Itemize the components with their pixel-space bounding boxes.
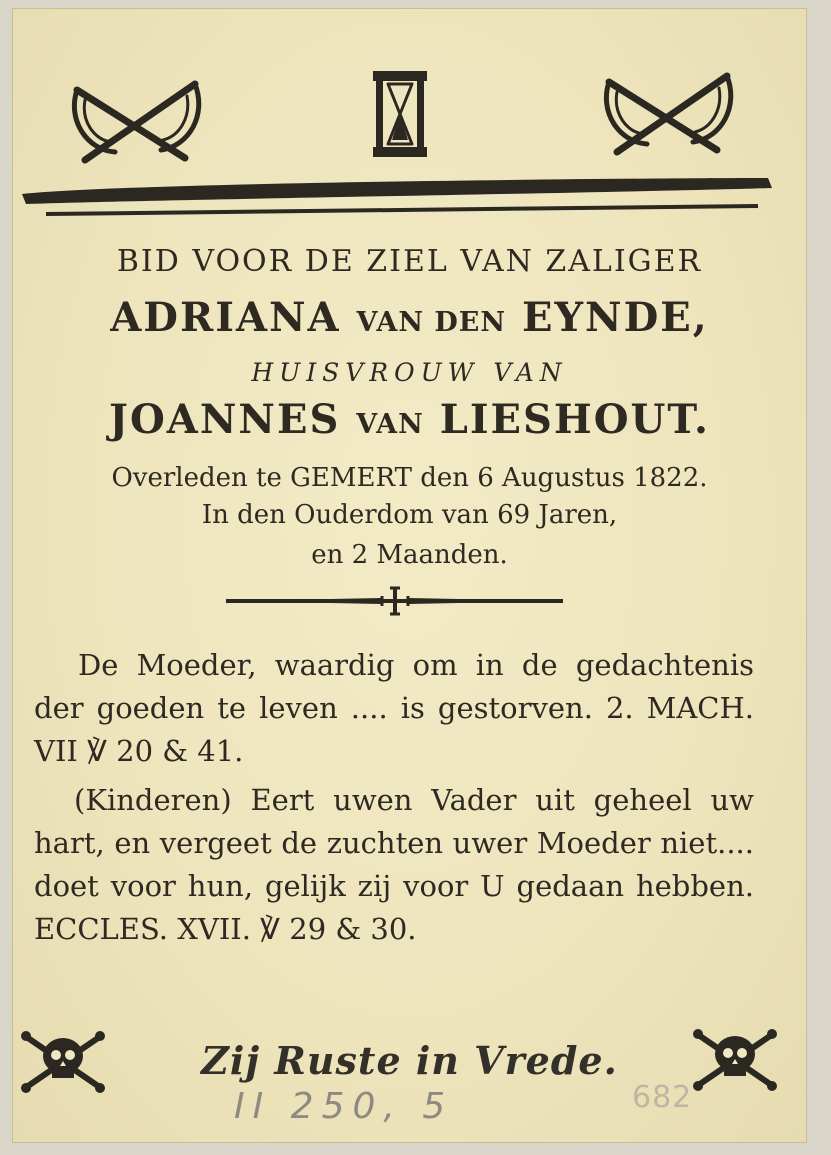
verse-ecclesiasticus: (Kinderen) Eert uwen Vader uit geheel uw hart, en vergeet de zuchten uwer Moeder niet.... doet voor hun, gelijk zij voor U gedaan hebben. ECCLES. XVII. ℣ 29 & 30. [34,783,754,946]
memorial-card [12,8,807,1143]
prayer-heading: BID VOOR DE ZIEL VAN ZALIGER [116,244,703,279]
crossed-scythes-icon [597,64,737,164]
spouse-relation: HUISVROUW VAN [251,358,568,387]
deceased-first-name: ADRIANA [110,294,341,341]
husband-name [12,396,807,443]
pencil-inventory-mark: II 250, 5 [234,1086,454,1127]
deceased-name-particle: VAN DEN [356,307,507,338]
verse-machabees: De Moeder, waardig om in de gedachtenis der goeden te leven .... is gestorven. 2. MACH. VII ℣ 20 & 41. [34,648,754,768]
husband-last-name: LIESHOUT. [439,396,710,443]
age-years: In den Ouderdom van 69 Jaren, [201,500,618,530]
husband-name-particle: VAN [356,409,424,440]
cross-icon [222,586,567,616]
deceased-last-name: EYNDE, [522,294,709,341]
skull-crossbones-icon [692,1026,778,1092]
hourglass-icon [370,68,430,160]
death-date: Overleden te GEMERT den 6 Augustus 1822. [111,463,708,493]
rest-in-peace: Zij Ruste in Vrede. [201,1038,618,1083]
crossed-scythes-icon [67,70,207,170]
top-rule [16,168,776,228]
deceased-name [12,294,807,341]
age-months: en 2 Maanden. [311,540,508,570]
husband-first-name: JOANNES [109,396,341,443]
pencil-number: 682 [632,1080,693,1115]
